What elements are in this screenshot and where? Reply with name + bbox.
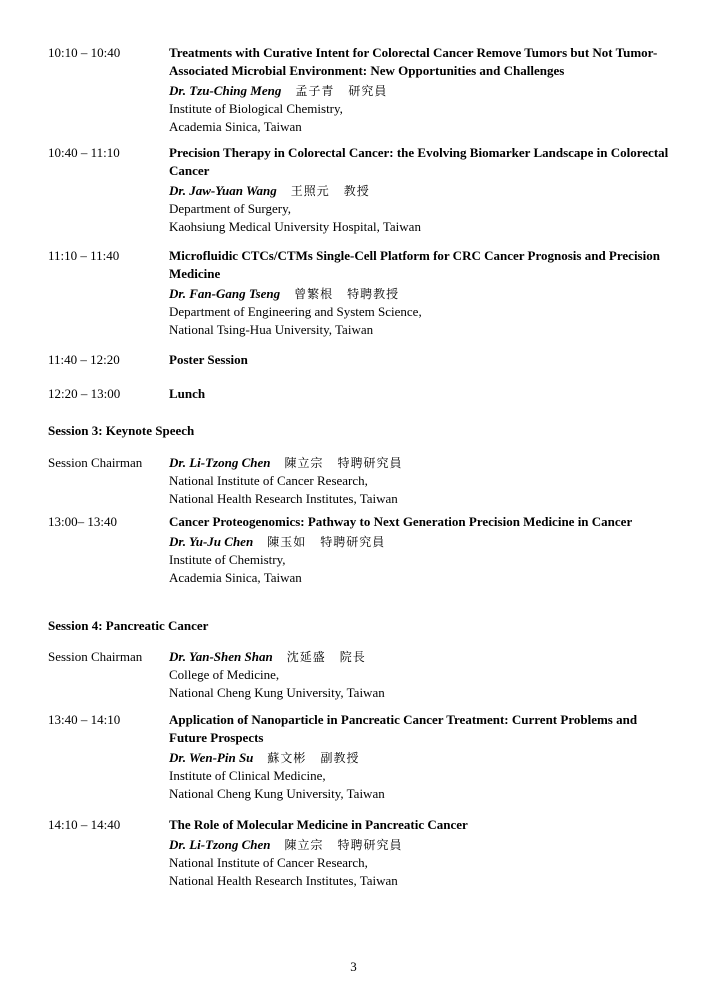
affiliation-line: Institute of Biological Chemistry, — [169, 101, 343, 116]
speaker-cn-title: 特聘研究員 — [337, 838, 403, 852]
speaker-cn-title: 特聘研究員 — [320, 535, 386, 549]
affiliation-line: Institute of Chemistry, — [169, 552, 286, 567]
speaker-cn-name: 陳立宗 — [284, 838, 324, 852]
page-number: 3 — [350, 959, 357, 974]
talk-title: Lunch — [169, 386, 206, 401]
speaker-cn-title: 教授 — [343, 184, 370, 198]
affiliation-line: National Health Research Institutes, Taiwan — [169, 873, 398, 888]
speaker-cn-title: 副教授 — [320, 751, 360, 765]
chair-cn-name: 陳立宗 — [284, 456, 324, 470]
speaker-name: Dr. Wen-Pin Su — [169, 750, 254, 765]
affiliation-line: National Cheng Kung University, Taiwan — [169, 786, 385, 801]
affiliation-line: National Health Research Institutes, Taiwan — [169, 491, 398, 506]
time-slot: 11:10 – 11:40 — [48, 248, 120, 263]
speaker-cn-name: 蘇文彬 — [267, 751, 307, 765]
speaker-cn-name: 王照元 — [290, 184, 330, 198]
session-heading: Session 4: Pancreatic Cancer — [48, 618, 209, 633]
speaker-cn-title: 特聘教授 — [347, 287, 400, 301]
chair-label: Session Chairman — [48, 649, 143, 664]
affiliation-line: Institute of Clinical Medicine, — [169, 768, 326, 783]
chair-label: Session Chairman — [48, 455, 143, 470]
speaker-cn-name: 陳玉如 — [267, 535, 307, 549]
speaker-cn-name: 孟子青 — [295, 84, 335, 98]
time-slot: 10:40 – 11:10 — [48, 145, 120, 160]
chair-cn-title: 院長 — [339, 650, 366, 664]
affiliation-line: Department of Surgery, — [169, 201, 292, 216]
speaker-name: Dr. Tzu-Ching Meng — [169, 83, 282, 98]
chair-name: Dr. Yan-Shen Shan — [169, 649, 273, 664]
speaker-cn-name: 曾繁根 — [294, 287, 334, 301]
speaker-cn-title: 研究員 — [348, 84, 388, 98]
speaker-name: Dr. Jaw-Yuan Wang — [169, 183, 277, 198]
time-slot: 13:40 – 14:10 — [48, 712, 121, 727]
chair-name: Dr. Li-Tzong Chen — [169, 455, 271, 470]
time-slot: 13:00– 13:40 — [48, 514, 117, 529]
time-slot: 12:20 – 13:00 — [48, 386, 121, 401]
talk-title: Cancer Proteogenomics: Pathway to Next Generation Precision Medicine in Cancer — [169, 514, 633, 529]
speaker-name: Dr. Li-Tzong Chen — [169, 837, 271, 852]
talk-title: Application of Nanoparticle in Pancreatic Cancer Treatment: Current Problems and Future Prospects — [169, 712, 638, 745]
affiliation-line: National Institute of Cancer Research, — [169, 855, 368, 870]
talk-title: Microfluidic CTCs/CTMs Single-Cell Platform for CRC Cancer Prognosis and Precision Medicine — [169, 248, 660, 281]
affiliation-line: Department of Engineering and System Science, — [169, 304, 422, 319]
affiliation-line: Academia Sinica, Taiwan — [169, 570, 302, 585]
affiliation-line: Kaohsiung Medical University Hospital, Taiwan — [169, 219, 421, 234]
chair-cn-name: 沈延盛 — [286, 650, 326, 664]
affiliation-line: National Tsing-Hua University, Taiwan — [169, 322, 374, 337]
affiliation-line: National Cheng Kung University, Taiwan — [169, 685, 385, 700]
talk-title: Treatments with Curative Intent for Colorectal Cancer Remove Tumors but Not Tumor-Associated Microbial Environment: New Opportunities and Challenges — [169, 45, 658, 78]
affiliation-line: National Institute of Cancer Research, — [169, 473, 368, 488]
talk-title: Poster Session — [169, 352, 248, 367]
affiliation-line: Academia Sinica, Taiwan — [169, 119, 302, 134]
chair-cn-title: 特聘研究員 — [337, 456, 403, 470]
talk-title: The Role of Molecular Medicine in Pancreatic Cancer — [169, 817, 468, 832]
time-slot: 11:40 – 12:20 — [48, 352, 120, 367]
session-heading: Session 3: Keynote Speech — [48, 423, 195, 438]
speaker-name: Dr. Yu-Ju Chen — [169, 534, 254, 549]
affiliation-line: College of Medicine, — [169, 667, 280, 682]
time-slot: 14:10 – 14:40 — [48, 817, 121, 832]
talk-title: Precision Therapy in Colorectal Cancer: the Evolving Biomarker Landscape in Colorectal Cancer — [169, 145, 669, 178]
time-slot: 10:10 – 10:40 — [48, 45, 121, 60]
speaker-name: Dr. Fan-Gang Tseng — [169, 286, 281, 301]
